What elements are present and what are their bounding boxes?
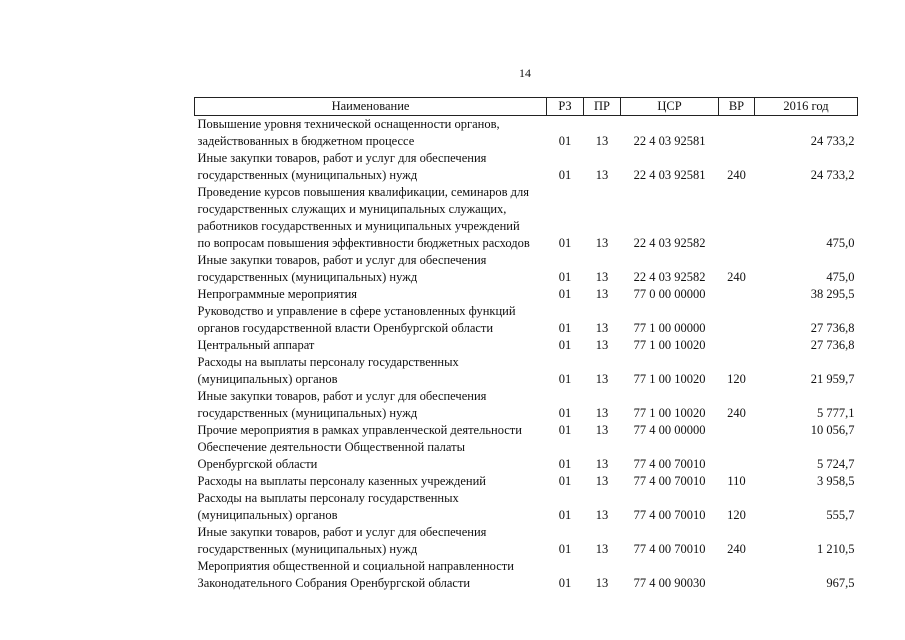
table-row — [195, 524, 858, 558]
row-name: Расходы на выплаты персоналу государственных (муниципальных) органов — [197, 355, 459, 386]
table-row — [195, 354, 858, 388]
row-sum: 27 736,8 — [810, 321, 855, 335]
row-sum: 1 210,5 — [817, 542, 855, 556]
row-vr: 120 — [727, 508, 746, 522]
header-vr: ВР — [719, 98, 755, 116]
row-vr: 240 — [727, 542, 746, 556]
row-csr: 77 1 00 10020 — [633, 406, 706, 420]
row-csr: 22 4 03 92582 — [633, 270, 706, 284]
row-sum: 38 295,5 — [810, 287, 855, 301]
row-csr: 77 1 00 00000 — [633, 321, 706, 335]
row-csr: 77 4 00 70010 — [633, 474, 706, 488]
row-vr — [719, 116, 755, 151]
row-rz: 01 — [558, 576, 572, 590]
row-pr: 13 — [595, 236, 609, 250]
row-name: Непрограммные мероприятия — [197, 287, 358, 301]
row-csr: 77 4 00 90030 — [633, 576, 706, 590]
row-sum: 967,5 — [826, 576, 855, 590]
row-csr: 77 4 00 00000 — [633, 423, 706, 437]
row-sum: 21 959,7 — [810, 372, 855, 386]
row-name: Иные закупки товаров, работ и услуг для обеспечения государственных (муниципальных) нужд — [197, 389, 487, 420]
row-sum: 5 724,7 — [817, 457, 855, 471]
row-name: Мероприятия общественной и социальной направленности Законодательного Собрания Оренбургской области — [197, 559, 514, 590]
row-csr: 22 4 03 92582 — [633, 236, 706, 250]
row-pr: 13 — [595, 134, 609, 148]
row-pr: 13 — [595, 338, 609, 352]
row-csr: 22 4 03 92581 — [633, 168, 706, 182]
table-row — [195, 473, 858, 490]
row-vr — [719, 337, 755, 354]
row-rz: 01 — [558, 406, 572, 420]
row-rz: 01 — [558, 236, 572, 250]
row-name: Иные закупки товаров, работ и услуг для обеспечения государственных (муниципальных) нужд — [197, 151, 487, 182]
row-rz: 01 — [558, 287, 572, 301]
table-row — [195, 116, 858, 151]
row-name: Расходы на выплаты персоналу казенных учреждений — [197, 474, 486, 488]
row-rz: 01 — [558, 474, 572, 488]
row-vr: 120 — [727, 372, 746, 386]
table-row — [195, 388, 858, 422]
row-sum: 24 733,2 — [810, 168, 855, 182]
row-csr: 22 4 03 92581 — [633, 134, 706, 148]
row-pr: 13 — [595, 321, 609, 335]
header-name: Наименование — [195, 98, 547, 116]
row-pr: 13 — [595, 406, 609, 420]
row-vr — [719, 422, 755, 439]
header-rz: РЗ — [547, 98, 584, 116]
row-csr: 77 4 00 70010 — [633, 508, 706, 522]
row-rz: 01 — [558, 372, 572, 386]
table-header-row — [195, 98, 858, 116]
row-vr: 240 — [727, 168, 746, 182]
row-rz: 01 — [558, 508, 572, 522]
row-name: Обеспечение деятельности Общественной палаты Оренбургской области — [197, 440, 465, 471]
row-name: Прочие мероприятия в рамках управленческой деятельности — [197, 423, 522, 437]
table-row — [195, 303, 858, 337]
table-row — [195, 286, 858, 303]
row-rz: 01 — [558, 542, 572, 556]
row-csr: 77 0 00 00000 — [633, 287, 706, 301]
row-csr: 77 1 00 10020 — [633, 372, 706, 386]
row-vr: 240 — [727, 270, 746, 284]
row-pr: 13 — [595, 168, 609, 182]
table-row — [195, 422, 858, 439]
header-pr: ПР — [584, 98, 621, 116]
row-name: Центральный аппарат — [197, 338, 315, 352]
row-sum: 3 958,5 — [817, 474, 855, 488]
row-pr: 13 — [595, 508, 609, 522]
row-rz: 01 — [558, 338, 572, 352]
table-row — [195, 252, 858, 286]
row-name: Иные закупки товаров, работ и услуг для обеспечения государственных (муниципальных) нужд — [197, 253, 487, 284]
row-sum: 27 736,8 — [810, 338, 855, 352]
row-sum: 10 056,7 — [810, 423, 855, 437]
row-sum: 24 733,2 — [810, 134, 855, 148]
budget-table — [194, 97, 858, 592]
row-name: Проведение курсов повышения квалификации, семинаров для государственных служащих и муниципальных служащих, работников государственных и муниципальных учреждений по вопросам повышения эффективности бюджетных расходов — [197, 185, 530, 250]
page-number: 14 — [519, 66, 531, 80]
row-vr — [719, 558, 755, 592]
row-vr — [719, 439, 755, 473]
row-vr: 110 — [727, 474, 746, 488]
header-csr: ЦСР — [621, 98, 719, 116]
row-name: Иные закупки товаров, работ и услуг для обеспечения государственных (муниципальных) нужд — [197, 525, 487, 556]
row-pr: 13 — [595, 576, 609, 590]
row-rz: 01 — [558, 270, 572, 284]
row-rz: 01 — [558, 457, 572, 471]
row-name: Расходы на выплаты персоналу государственных (муниципальных) органов — [197, 491, 459, 522]
row-pr: 13 — [595, 287, 609, 301]
row-vr: 240 — [727, 406, 746, 420]
row-pr: 13 — [595, 457, 609, 471]
table-row — [195, 439, 858, 473]
table-row — [195, 490, 858, 524]
row-name: Руководство и управление в сфере установленных функций органов государственной власти Оренбургской области — [197, 304, 516, 335]
row-csr: 77 4 00 70010 — [633, 542, 706, 556]
row-pr: 13 — [595, 542, 609, 556]
header-sum: 2016 год — [755, 98, 858, 116]
table-row — [195, 150, 858, 184]
row-name: Повышение уровня технической оснащенности органов, задействованных в бюджетном процессе — [197, 117, 500, 148]
row-rz: 01 — [558, 134, 572, 148]
row-rz: 01 — [558, 168, 572, 182]
row-sum: 5 777,1 — [817, 406, 855, 420]
table-row — [195, 184, 858, 252]
row-vr — [719, 303, 755, 337]
table-row — [195, 558, 858, 592]
row-csr: 77 4 00 70010 — [633, 457, 706, 471]
row-csr: 77 1 00 10020 — [633, 338, 706, 352]
row-rz: 01 — [558, 423, 572, 437]
row-sum: 555,7 — [826, 508, 855, 522]
row-pr: 13 — [595, 423, 609, 437]
row-pr: 13 — [595, 372, 609, 386]
row-sum: 475,0 — [826, 236, 855, 250]
row-sum: 475,0 — [826, 270, 855, 284]
row-pr: 13 — [595, 474, 609, 488]
row-rz: 01 — [558, 321, 572, 335]
row-vr — [719, 286, 755, 303]
table-row — [195, 337, 858, 354]
row-pr: 13 — [595, 270, 609, 284]
row-vr — [719, 184, 755, 252]
